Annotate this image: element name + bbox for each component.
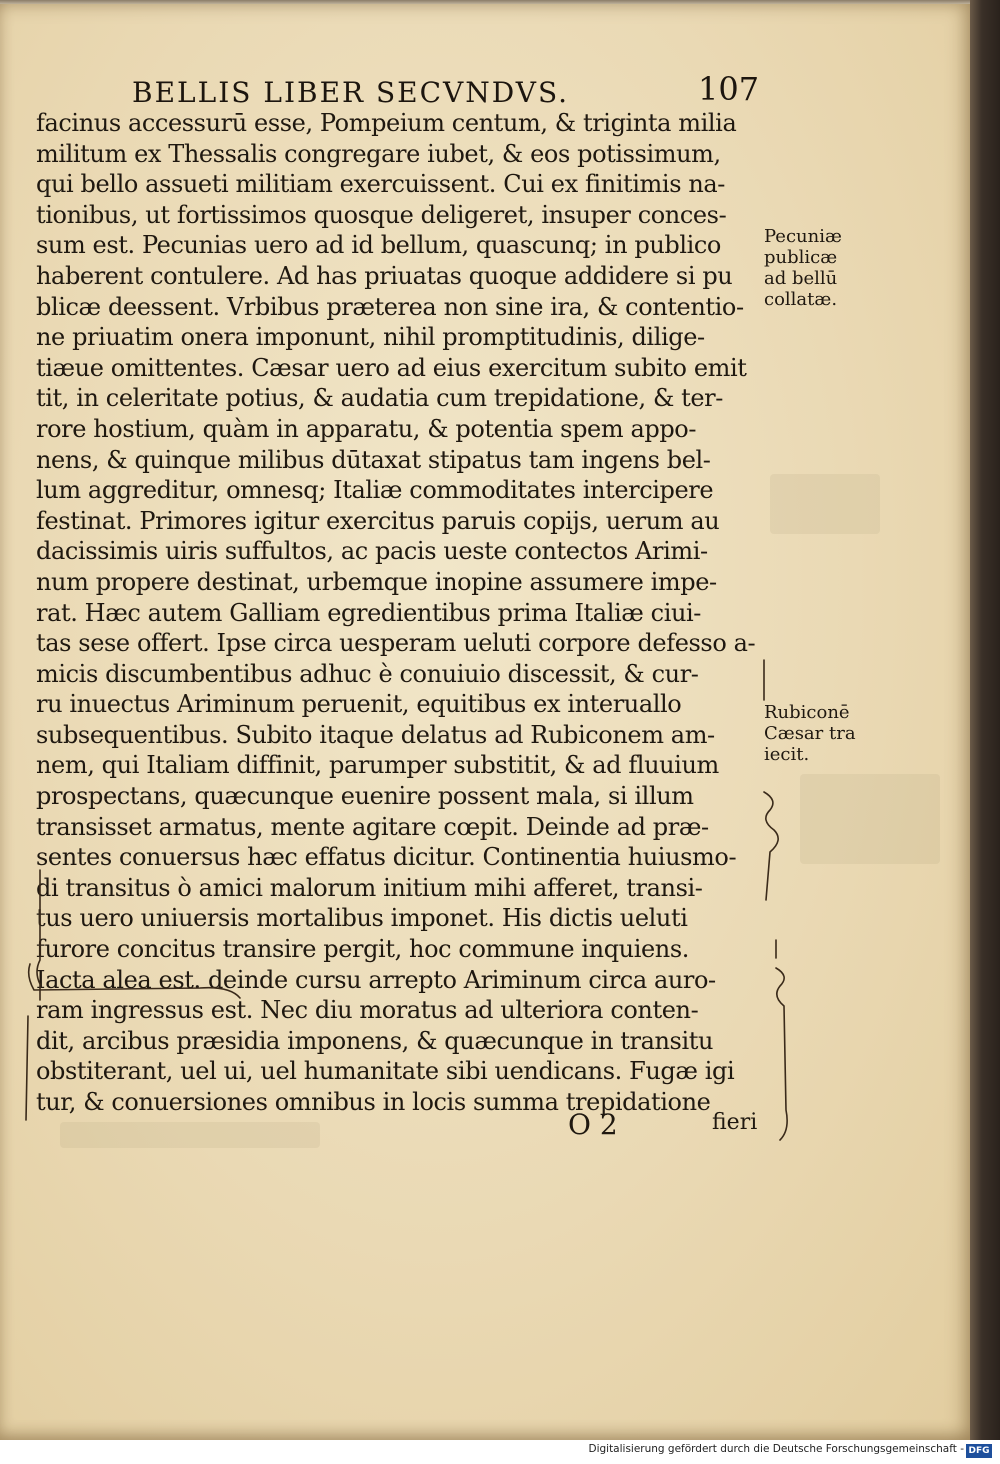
text-line: ru inuectus Ariminum peruenit, equitibus ex interuallo	[36, 690, 682, 719]
text-line: facinus accessurū esse, Pompeium centum, & triginta milia	[36, 109, 737, 137]
show-through-mark	[770, 474, 880, 534]
text-line: di transitus ò amici malorum initium mihi afferet, transi-	[36, 873, 703, 902]
text-line: festinat. Primores igitur exercitus paruis copijs, uerum au	[36, 506, 720, 535]
dfg-logo-icon: DFG	[966, 1444, 992, 1458]
text-line: blicæ deessent. Vrbibus præterea non sine ira, & contentio-	[36, 292, 744, 321]
margin-note-line: publicæ	[764, 247, 838, 268]
margin-note-line: Cæsar tra	[764, 723, 856, 744]
text-line: sum est. Pecunias uero ad id bellum, quascunq; in publico	[36, 231, 721, 260]
margin-note-rubicone	[764, 702, 874, 765]
margin-note-line: iecit.	[764, 744, 810, 765]
text-line: tionibus, ut fortissimos quosque deligeret, insuper conces-	[36, 200, 727, 229]
text-line: prospectans, quæcunque euenire possent mala, si illum	[36, 782, 694, 811]
text-line: num propere destinat, urbemque inopine assumere impe-	[36, 567, 717, 596]
show-through-mark	[800, 774, 940, 864]
text-line: tas sese offert. Ipse circa uesperam ueluti corpore defesso a-	[36, 629, 756, 658]
text-line: transisset armatus, mente agitare cœpit. Deinde ad præ-	[36, 812, 709, 841]
text-line: furore concitus transire pergit, hoc commune inquiens.	[36, 935, 690, 964]
margin-note-line: ad bellū	[764, 268, 838, 289]
digitization-credit: Digitalisierung gefördert durch die Deutsche Forschungsgemeinschaft -	[588, 1443, 964, 1455]
text-line: Iacta alea est. deinde cursu arrepto Ariminum circa auro-	[36, 965, 716, 994]
margin-note-pecuniae	[764, 226, 874, 310]
text-line: dit, arcibus præsidia imponens, & quæcunque in transitu	[36, 1026, 714, 1055]
text-line: obstiterant, uel ui, uel humanitate sibi uendicans. Fugæ igi	[36, 1057, 735, 1086]
text-line: ne priuatim onera imponunt, nihil promptitudinis, dilige-	[36, 323, 705, 352]
text-line: dacissimis uiris suffultos, ac pacis ueste contectos Arimi-	[36, 537, 708, 566]
text-line: militum ex Thessalis congregare iubet, & eos potissimum,	[36, 139, 721, 168]
text-line: haberent contulere. Ad has priuatas quoque addidere si pu	[36, 261, 733, 290]
text-line: subsequentibus. Subito itaque delatus ad Rubiconem am-	[36, 720, 715, 749]
text-line: sentes conuersus hæc effatus dicitur. Continentia huiusmo-	[36, 843, 737, 872]
margin-note-line: collatæ.	[764, 289, 838, 310]
text-line: nens, & quinque milibus dūtaxat stipatus tam ingens bel-	[36, 445, 711, 474]
text-line: micis discumbentibus adhuc è conuiuio discessit, & cur-	[36, 659, 699, 688]
text-line: lum aggreditur, omnesq; Italiæ commoditates intercipere	[36, 476, 714, 505]
body-text	[36, 108, 766, 1128]
text-line: rat. Hæc autem Galliam egredientibus prima Italiæ ciui-	[36, 598, 702, 627]
page-number: 107	[698, 70, 760, 108]
margin-note-line: Rubiconē	[764, 702, 850, 723]
text-line: nem, qui Italiam diffinit, parumper substitit, & ad fluuium	[36, 751, 719, 780]
scan-right-edge	[970, 0, 1000, 1440]
text-line: tus uero uniuersis mortalibus imponet. His dictis ueluti	[36, 904, 688, 933]
margin-note-line: Pecuniæ	[764, 226, 842, 247]
catchword: fieri	[712, 1110, 758, 1135]
signature-mark: O 2	[568, 1108, 618, 1141]
text-line: tiæue omittentes. Cæsar uero ad eius exercitum subito emit	[36, 353, 747, 382]
text-line: rore hostium, quàm in apparatu, & potentia spem appo-	[36, 414, 697, 443]
text-line: ram ingressus est. Nec diu moratus ad ulteriora conten-	[36, 996, 699, 1025]
text-line: tur, & conuersiones omnibus in locis summa trepidatione	[36, 1088, 711, 1116]
text-line: tit, in celeritate potius, & audatia cum trepidatione, & ter-	[36, 384, 723, 413]
text-line: qui bello assueti militiam exercuissent. Cui ex finitimis na-	[36, 170, 726, 199]
running-head: BELLIS LIBER SECVNDVS.	[132, 76, 570, 109]
